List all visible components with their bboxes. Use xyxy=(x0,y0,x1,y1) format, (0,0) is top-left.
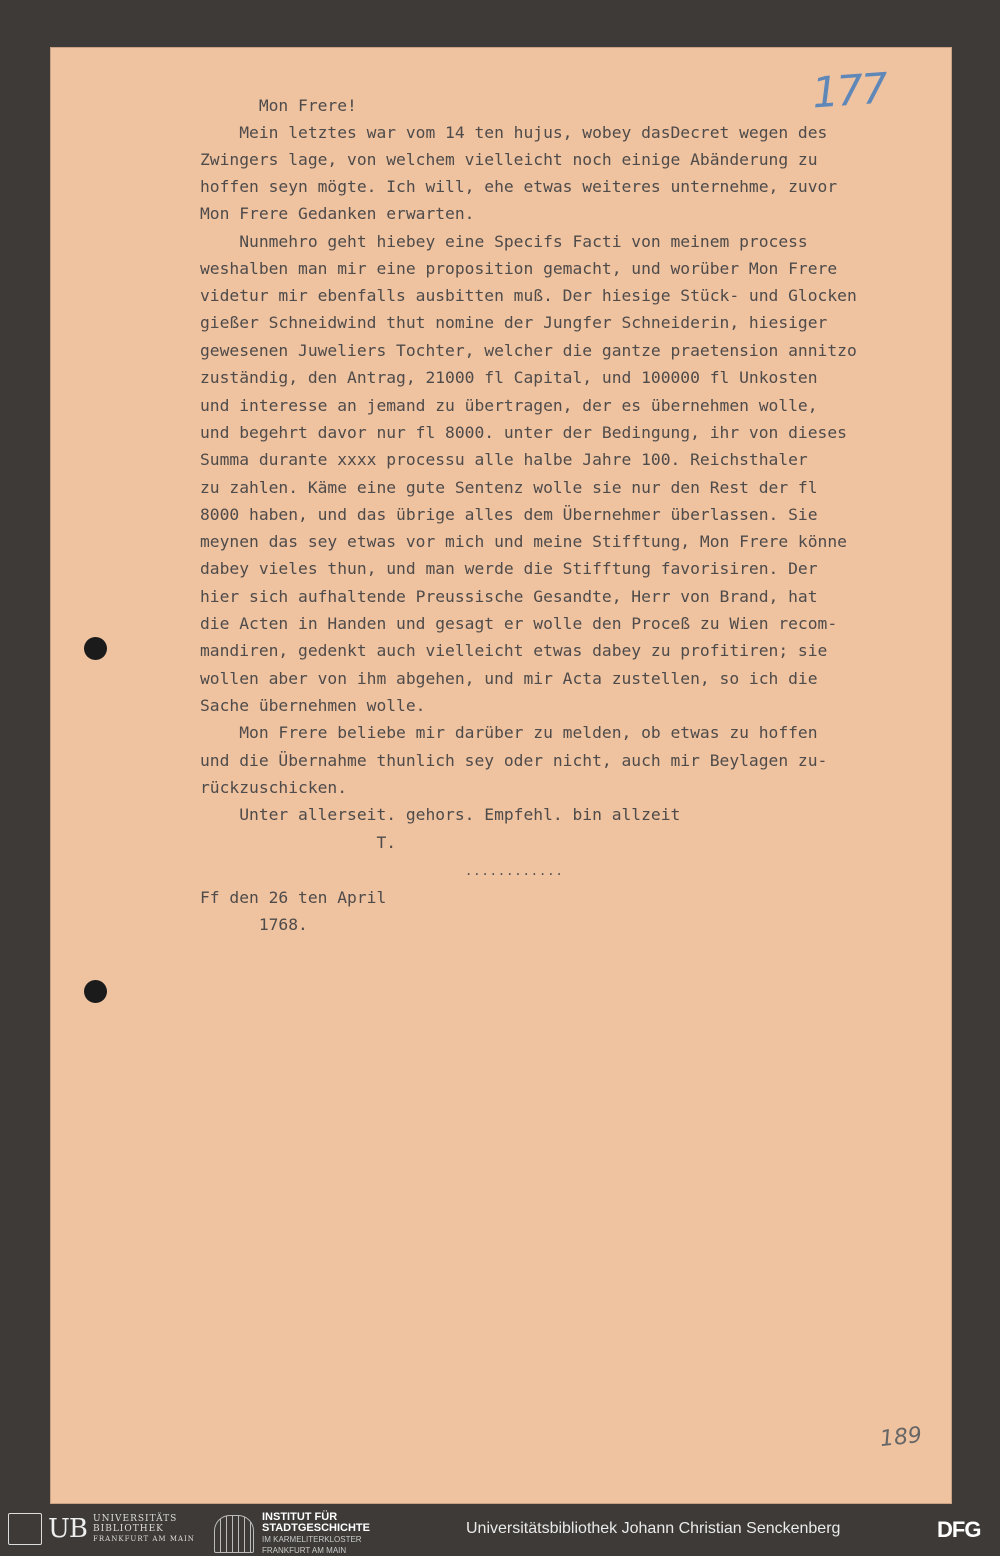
ub-logo[interactable] xyxy=(8,1514,195,1544)
text-line: Sache übernehmen wolle. xyxy=(200,696,426,715)
text-line: und die Übernahme thunlich sey oder nicht, auch mir Beylagen zu- xyxy=(200,751,828,770)
text-line: videtur mir ebenfalls ausbitten muß. Der hiesige Stück- und Glocken xyxy=(200,286,857,305)
isg-logo[interactable] xyxy=(214,1512,370,1556)
text-line: 1768. xyxy=(200,915,308,934)
ub-logo-letters: UB xyxy=(48,1514,88,1544)
isg-emblem-icon xyxy=(214,1515,254,1553)
folio-number-top: 177 xyxy=(810,63,888,118)
text-line: Mon Frere beliebe mir darüber zu melden, ob etwas zu hoffen xyxy=(200,723,818,742)
ub-logo-line: FRANKFURT AM MAIN xyxy=(93,1535,195,1543)
punch-hole xyxy=(84,637,107,660)
ub-logo-line: UNIVERSITÄTS xyxy=(93,1514,178,1524)
text-line: gewesenen Juweliers Tochter, welcher die gantze praetension annitzo xyxy=(200,341,857,360)
footer-bar xyxy=(0,1504,1000,1554)
text-line: weshalben man mir eine proposition gemacht, und worüber Mon Frere xyxy=(200,259,838,278)
text-line: und interesse an jemand zu übertragen, der es übernehmen wolle, xyxy=(200,396,818,415)
text-line: Mein letztes war vom 14 ten hujus, wobey dasDecret wegen des xyxy=(200,123,828,142)
text-line: Unter allerseit. gehors. Empfehl. bin allzeit xyxy=(200,805,681,824)
text-line: Mon Frere Gedanken erwarten. xyxy=(200,204,475,223)
text-line: zuständig, den Antrag, 21000 fl Capital, und 100000 fl Unkosten xyxy=(200,368,818,387)
folio-number-bottom: 189 xyxy=(878,1422,924,1453)
isg-logo-line: INSTITUT FÜR xyxy=(262,1511,338,1523)
text-line: rückzuschicken. xyxy=(200,778,348,797)
punch-hole xyxy=(84,980,107,1003)
isg-logo-line: FRANKFURT AM MAIN xyxy=(262,1546,347,1555)
text-line: T. xyxy=(200,833,397,852)
ub-logo-text xyxy=(93,1514,195,1544)
text-line: Zwingers lage, von welchem vielleicht noch einige Abänderung zu xyxy=(200,150,818,169)
text-line: hier sich aufhaltende Preussische Gesandte, Herr von Brand, hat xyxy=(200,587,818,606)
text-line: und begehrt davor nur fl 8000. unter der Bedingung, ihr von dieses xyxy=(200,423,847,442)
library-name: Universitätsbibliothek Johann Christian Senckenberg xyxy=(466,1520,841,1537)
dfg-logo[interactable]: DFG xyxy=(937,1517,981,1542)
text-line: meynen das sey etwas vor mich und meine Stifftung, Mon Frere könne xyxy=(200,532,847,551)
text-line: wollen aber von ihm abgehen, und mir Acta zustellen, so ich die xyxy=(200,669,818,688)
text-line: 8000 haben, und das übrige alles dem Übernehmer überlassen. Sie xyxy=(200,505,818,524)
ub-logo-line: BIBLIOTHEK xyxy=(93,1524,164,1534)
text-line: Ff den 26 ten April xyxy=(200,888,387,907)
text-line: zu zahlen. Käme eine gute Sentenz wolle sie nur den Rest der fl xyxy=(200,478,818,497)
isg-logo-text xyxy=(262,1512,370,1556)
text-line: mandiren, gedenkt auch vielleicht etwas dabey zu profitiren; sie xyxy=(200,641,828,660)
text-line: Summa durante xxxx processu alle halbe Jahre 100. Reichsthaler xyxy=(200,450,808,469)
text-line: die Acten in Handen und gesagt er wolle den Proceß zu Wien recom- xyxy=(200,614,838,633)
isg-logo-line: STADTGESCHICHTE xyxy=(262,1522,370,1534)
text-line: gießer Schneidwind thut nomine der Jungfer Schneiderin, hiesiger xyxy=(200,313,828,332)
text-line: dabey vieles thun, und man werde die Stifftung favorisiren. Der xyxy=(200,559,818,578)
ub-emblem-icon xyxy=(8,1513,42,1545)
separator-dots: ............ xyxy=(465,864,564,878)
text-line: Mon Frere! xyxy=(200,96,357,115)
text-line: Nunmehro geht hiebey eine Specifs Facti von meinem process xyxy=(200,232,808,251)
isg-logo-line: IM KARMELITERKLOSTER xyxy=(262,1535,362,1544)
text-line: hoffen seyn mögte. Ich will, ehe etwas weiteres unternehme, zuvor xyxy=(200,177,838,196)
